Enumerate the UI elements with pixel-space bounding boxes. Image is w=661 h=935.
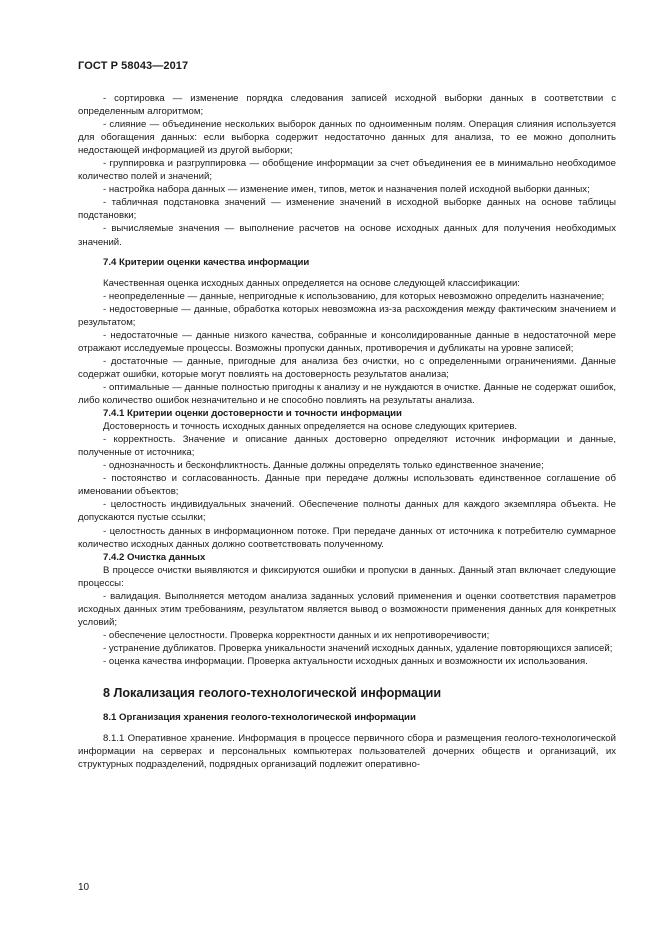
- body-paragraph: - вычисляемые значения — выполнение расчетов на основе исходных данных для получения необходимых значений.: [78, 223, 616, 248]
- body-paragraph: - недостаточные — данные низкого качества, собранные и консолидированные данные в недостаточной мере отражают исследуемые процессы. Возможны пропуски данных, противоречия и дубликаты на уровне записей;: [78, 329, 616, 354]
- body-paragraph: - целостность индивидуальных значений. Обеспечение полноты данных для каждого экземпляра объекта. Не допускаются пустые ссылки;: [78, 499, 616, 524]
- body-paragraph: - обеспечение целостности. Проверка корректности данных и их непротиворечивости;: [103, 629, 490, 641]
- section-heading: 8.1 Организация хранения геолого-технологической информации: [103, 712, 416, 724]
- body-paragraph: - целостность данных в информационном потоке. При передаче данных от источника к потребителю суммарное количество исходных данных должно соответствовать полученному.: [78, 525, 616, 550]
- body-paragraph: - группировка и разгруппировка — обобщение информации за счет объединения ее в минимально необходимое количество полей и значений;: [78, 158, 616, 183]
- body-paragraph: - устранение дубликатов. Проверка уникальности значений исходных данных, удаление повторяющихся записей;: [103, 642, 613, 654]
- body-paragraph: - оптимальные — данные полностью пригодны к анализу и не нуждаются в очистке. Данные не содержат ошибок, либо количество ошибок незначительно и не способно повлиять на результаты анализа.: [78, 381, 616, 407]
- body-paragraph: 8.1.1 Оперативное хранение. Информация в процессе первичного сбора и размещения геолого-технологической информации на серверах и персональных компьютерах пользователей дочерних обществ и организаций, их структурных подразделений, подрядных организаций подлежит оперативно-: [78, 733, 616, 771]
- body-paragraph: - корректность. Значение и описание данных достоверно определяют источник информации и данные, полученные от источника;: [78, 434, 616, 459]
- document-header: ГОСТ Р 58043—2017: [78, 60, 189, 72]
- body-paragraph: - настройка набора данных — изменение имен, типов, меток и назначения полей исходной выборки данных;: [103, 184, 590, 196]
- chapter-heading: 8 Локализация геолого-технологической информации: [103, 686, 442, 701]
- body-paragraph: - недостоверные — данные, обработка которых невозможна из-за расхождения между фактическим значением и результатом;: [78, 303, 616, 328]
- body-paragraph: - достаточные — данные, пригодные для анализа без очистки, но с определенными ограничениями. Данные содержат ошибки, которые могут повлиять на достоверность результатов анализа;: [78, 355, 616, 380]
- body-paragraph: - неопределенные — данные, непригодные к использованию, для которых невозможно определить назначение;: [103, 290, 605, 302]
- body-paragraph: - слияние — объединение нескольких выборок данных по одноименным полям. Операция слияния используется для обогащения данных: если выборка содержит недостаточно данных для анализа, то ее можно дополнить недостающей информацией из другой выборки;: [78, 119, 616, 157]
- body-paragraph: - валидация. Выполняется методом анализа заданных условий применения и оценки соответствия параметров исходных данных этим требованиям, результатом является вывод о возможности применения данных для конкретных условий;: [78, 590, 616, 628]
- body-paragraph: - сортировка — изменение порядка следования записей исходной выборки данных в соответствии с определенным алгоритмом;: [78, 93, 616, 118]
- subsection-heading: 7.4.1 Критерии оценки достоверности и точности информации: [103, 408, 402, 420]
- body-paragraph: - однозначность и бесконфликтность. Данные должны определять только единственное значение;: [103, 460, 544, 472]
- document-body: [78, 92, 616, 771]
- section-heading: 7.4 Критерии оценки качества информации: [103, 256, 310, 268]
- body-paragraph: - оценка качества информации. Проверка актуальности исходных данных и возможности их использования.: [103, 655, 588, 667]
- body-paragraph: - табличная подстановка значений — изменение значений в исходной выборке данных на основе таблицы подстановки;: [78, 197, 616, 222]
- subsection-heading: 7.4.2 Очистка данных: [103, 551, 206, 563]
- body-paragraph: Достоверность и точность исходных данных определяется на основе следующих критериев.: [103, 421, 518, 433]
- page-number: 10: [78, 882, 90, 893]
- body-paragraph: - постоянство и согласованность. Данные при передаче должны использовать единственное соглашение об именовании объектов;: [78, 473, 616, 498]
- body-paragraph: В процессе очистки выявляются и фиксируются ошибки и пропуски в данных. Данный этап включает следующие процессы:: [78, 564, 616, 589]
- body-paragraph: Качественная оценка исходных данных определяется на основе следующей классификации:: [103, 277, 520, 289]
